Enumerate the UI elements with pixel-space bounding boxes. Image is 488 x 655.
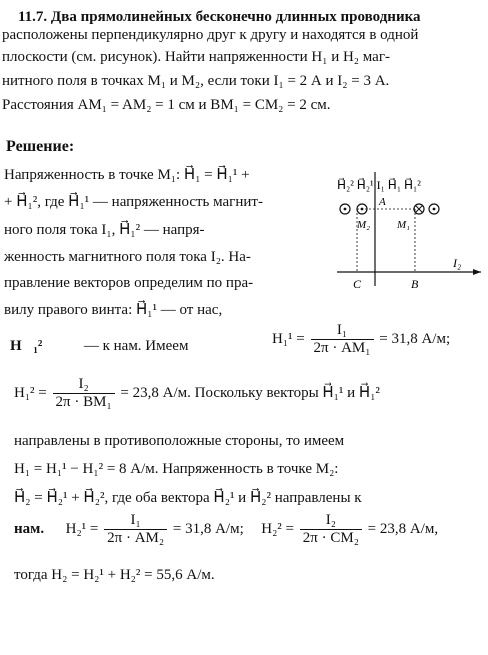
towards-text: — к нам. Имеем: [83, 338, 189, 354]
formula-h2-line: нам. H₂¹ = $\frac{\text{I₁}}{\text{2π · AM₂}}$ = 31,8 А/м; H₂² = $\frac{\text{I₂}}{\text{2π · CM₂}}$ = 23,8 А/м,: [14, 512, 439, 546]
problem-line-2: расположены перпендикулярно друг к другу и находятся в одной: [2, 27, 419, 43]
label-i2: I₂: [453, 256, 462, 270]
problem-line-5: Расстояния AM₁ = AM₂ = 1 см и BM₁ = CM₂ = 2 см.: [2, 97, 331, 113]
problem-line-1: 11.7. Два прямолинейных бесконечно длинных проводника: [18, 9, 421, 25]
fraction: $\frac{\text{I₁}}{\text{2π · AM₁}}$: [311, 322, 374, 357]
formula-h12: H₁² = $\frac{\text{I₂}}{\text{2π · BM₁}}$ = 23,8 А/м. Поскольку векторы H⃗₁¹ и H⃗₁²: [14, 376, 380, 410]
fraction: $\frac{\text{I₂}}{\text{2π · CM₂}}$: [300, 512, 362, 547]
figure-top-labels: H⃗₂² H⃗₂¹ I₁ H⃗₁ H⃗₁²: [337, 178, 421, 192]
arrow-right-icon: [473, 269, 481, 275]
formula-h11: H₁¹ = $\frac{\text{I₁}}{\text{2π · AM₁}}$ = 31,8 А/м;: [272, 322, 451, 356]
towards-line: [10, 337, 188, 355]
vector-h12: H⃗₁²: [10, 338, 43, 354]
solution-line-9: H⃗₂ = H⃗₂¹ + H⃗₂², где оба вектора H⃗₂¹ и H⃗₂² направлены к: [14, 490, 362, 506]
solution-line-5: правление векторов определим по пра-: [4, 275, 254, 291]
problem-line-3: плоскости (см. рисунок). Найти напряженности H₁ и H₂ маг-: [2, 49, 390, 65]
solution-heading: Решение:: [6, 138, 75, 155]
conductors-figure: [335, 168, 485, 298]
label-c: C: [353, 277, 362, 291]
problem-line-4: нитного поля в точках M₁ и M₂, если токи I₁ = 2 А и I₂ = 3 А.: [2, 73, 390, 89]
label-m2: M₂: [357, 219, 370, 231]
label-a: A: [379, 196, 386, 208]
solution-line-1: Напряженность в точке M₁: H⃗₁ = H⃗₁¹ +: [4, 167, 250, 183]
cross-circle-icon: [414, 204, 439, 214]
solution-line-4: женность магнитного поля тока I₂. На-: [4, 249, 251, 265]
fraction: $\frac{\text{I₂}}{\text{2π · BM₁}}$: [53, 376, 115, 411]
solution-line-6: вилу правого винта: H⃗₁¹ — от нас,: [4, 302, 223, 318]
label-m1: M₁: [397, 219, 410, 231]
fraction: $\frac{\text{I₁}}{\text{2π · AM₂}}$: [104, 512, 167, 547]
final-line: тогда H₂ = H₂¹ + H₂² = 55,6 А/м.: [14, 567, 215, 583]
solution-line-8: H₁ = H₁¹ − H₁² = 8 А/м. Напряженность в точке M₂:: [14, 461, 339, 477]
solution-line-3: ного поля тока I₁, H⃗₁² — напря-: [4, 222, 205, 238]
solution-line-2: + H⃗₁², где H⃗₁¹ — напряженность магнит-: [4, 194, 263, 210]
label-b: B: [411, 277, 419, 291]
solution-line-7: направлены в противоположные стороны, то имеем: [14, 433, 345, 449]
